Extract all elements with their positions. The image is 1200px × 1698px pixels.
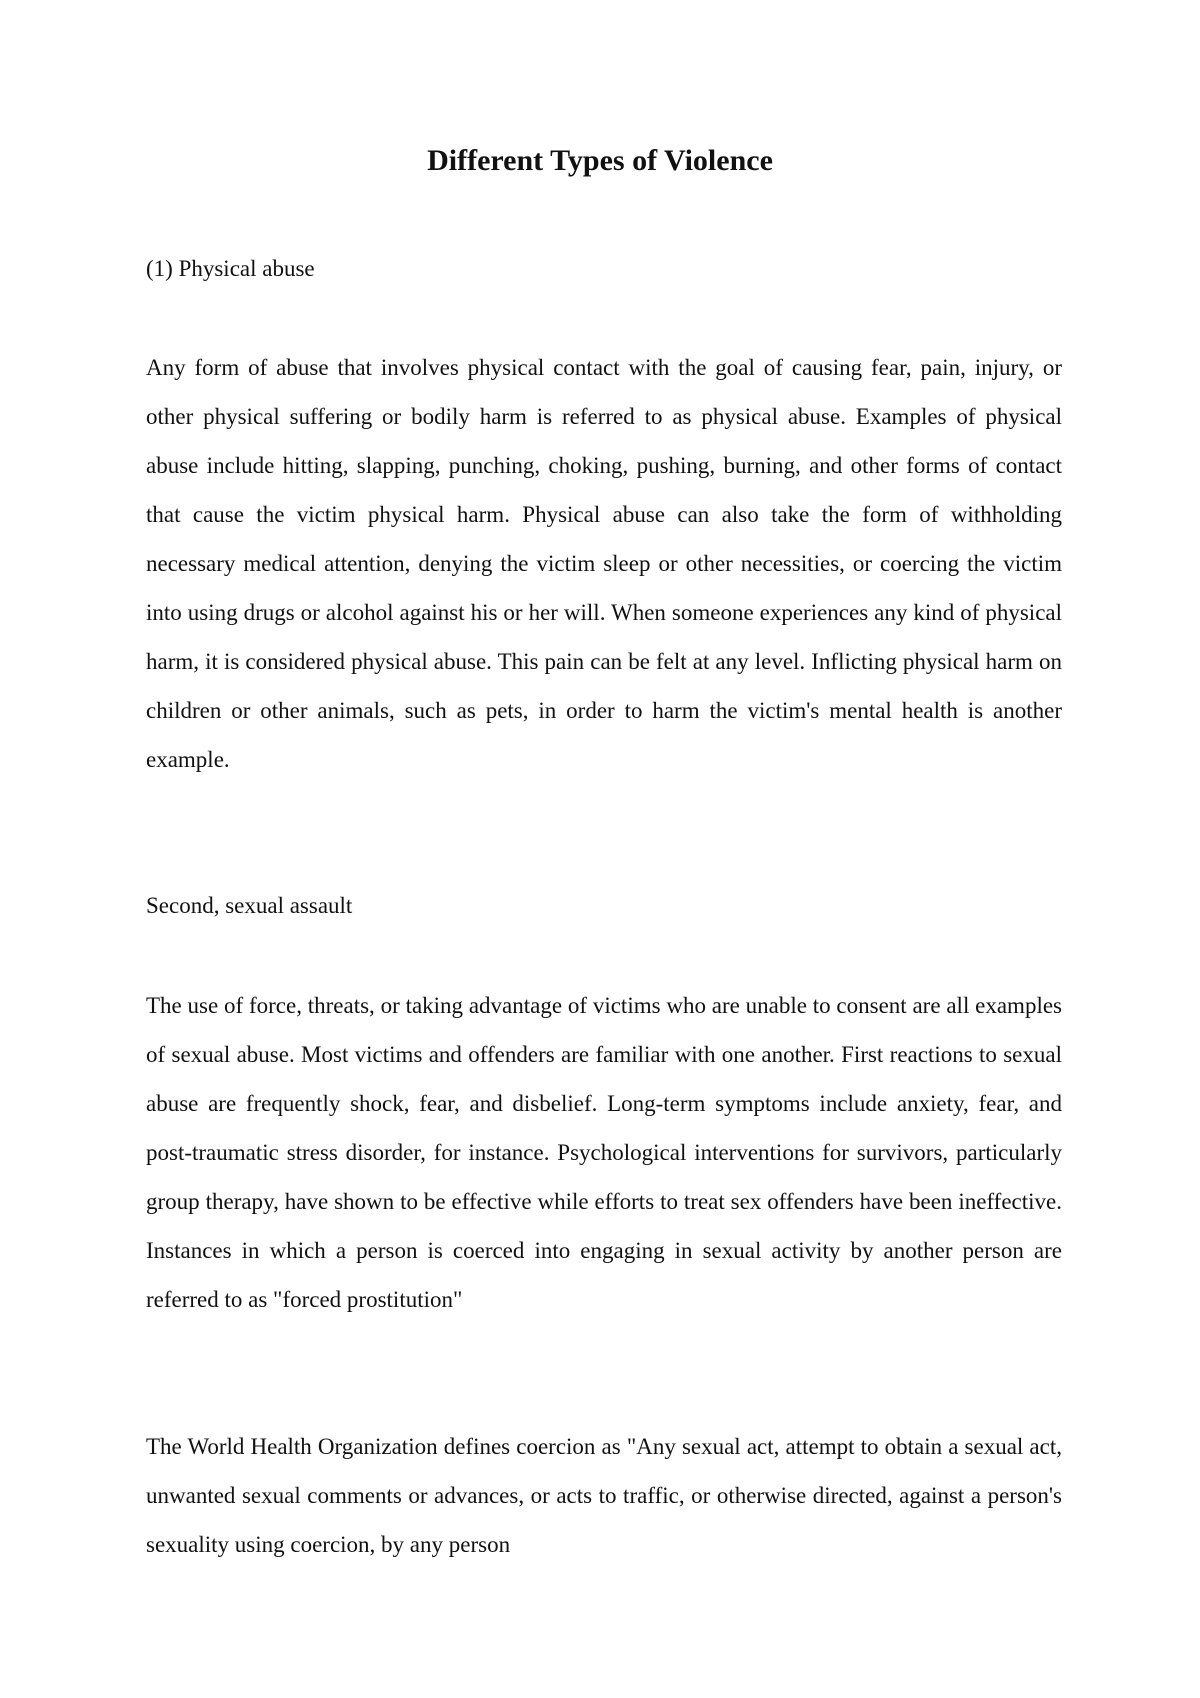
paragraph-physical-abuse: Any form of abuse that involves physical contact with the goal of causing fear, pain, injury, or other physical suffering or bodily harm is referred to as physical abuse. Examples of physical abuse include hitting, slapping, punching, choking, pushing, burning, and other forms of contact that cause the victim physical harm. Physical abuse can also take the form of withholding necessary medical attention, denying the victim sleep or other necessities, or coercing the victim into using drugs or alcohol against his or her will. When someone experiences any kind of physical harm, it is considered physical abuse. This pain can be felt at any level. Inflicting physical harm on children or other animals, such as pets, in order to harm the victim's mental health is another example. <box>146 355 1062 772</box>
section-heading-physical-abuse: (1) Physical abuse <box>146 256 315 281</box>
section-heading-sexual-assault: Second, sexual assault <box>146 893 353 918</box>
paragraph-who-definition: The World Health Organization defines coercion as "Any sexual act, attempt to obtain a sexual act, unwanted sexual comments or advances, or acts to traffic, or otherwise directed, against a person's sexuality using coercion, by any person <box>146 1434 1062 1557</box>
document-title: Different Types of Violence <box>427 144 773 177</box>
paragraph-sexual-assault: The use of force, threats, or taking advantage of victims who are unable to consent are all examples of sexual abuse. Most victims and offenders are familiar with one another. First reactions to sexual abuse are frequently shock, fear, and disbelief. Long-term symptoms include anxiety, fear, and post-traumatic stress disorder, for instance. Psychological interventions for survivors, particularly group therapy, have shown to be effective while efforts to treat sex offenders have been ineffective. Instances in which a person is coerced into engaging in sexual activity by another person are referred to as "forced prostitution" <box>146 993 1062 1312</box>
